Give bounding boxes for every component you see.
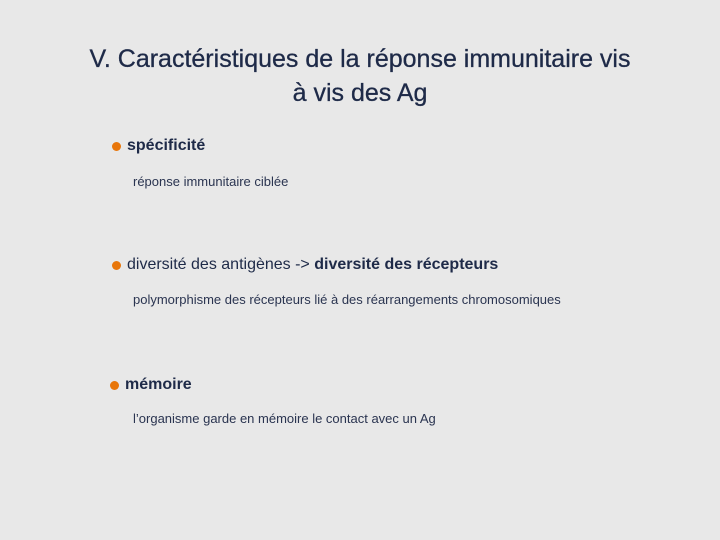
- bullet-heading-bold: diversité des récepteurs: [314, 256, 499, 273]
- slide-title: [20, 42, 700, 110]
- bullet-detail: réponse immunitaire ciblée: [133, 174, 289, 189]
- slide-title-line-2: à vis des Ag: [292, 79, 428, 107]
- bullet-detail: polymorphisme des récepteurs lié à des réarrangements chromosomiques: [133, 292, 561, 307]
- slide-title-line-1: V. Caractéristiques de la réponse immunitaire vis: [89, 45, 631, 73]
- bullet-dot-icon: [112, 142, 121, 151]
- bullet-dot-icon: [112, 261, 121, 270]
- bullet-heading: spécificité: [127, 137, 206, 154]
- bullet-detail: l’organisme garde en mémoire le contact avec un Ag: [133, 411, 436, 426]
- bullet-heading-plain: diversité des antigènes ->: [127, 256, 315, 273]
- bullet-specificite: [112, 137, 205, 155]
- bullet-memoire: [110, 376, 192, 394]
- bullet-diversite: [112, 256, 498, 274]
- bullet-heading: mémoire: [125, 376, 192, 393]
- bullet-dot-icon: [110, 381, 119, 390]
